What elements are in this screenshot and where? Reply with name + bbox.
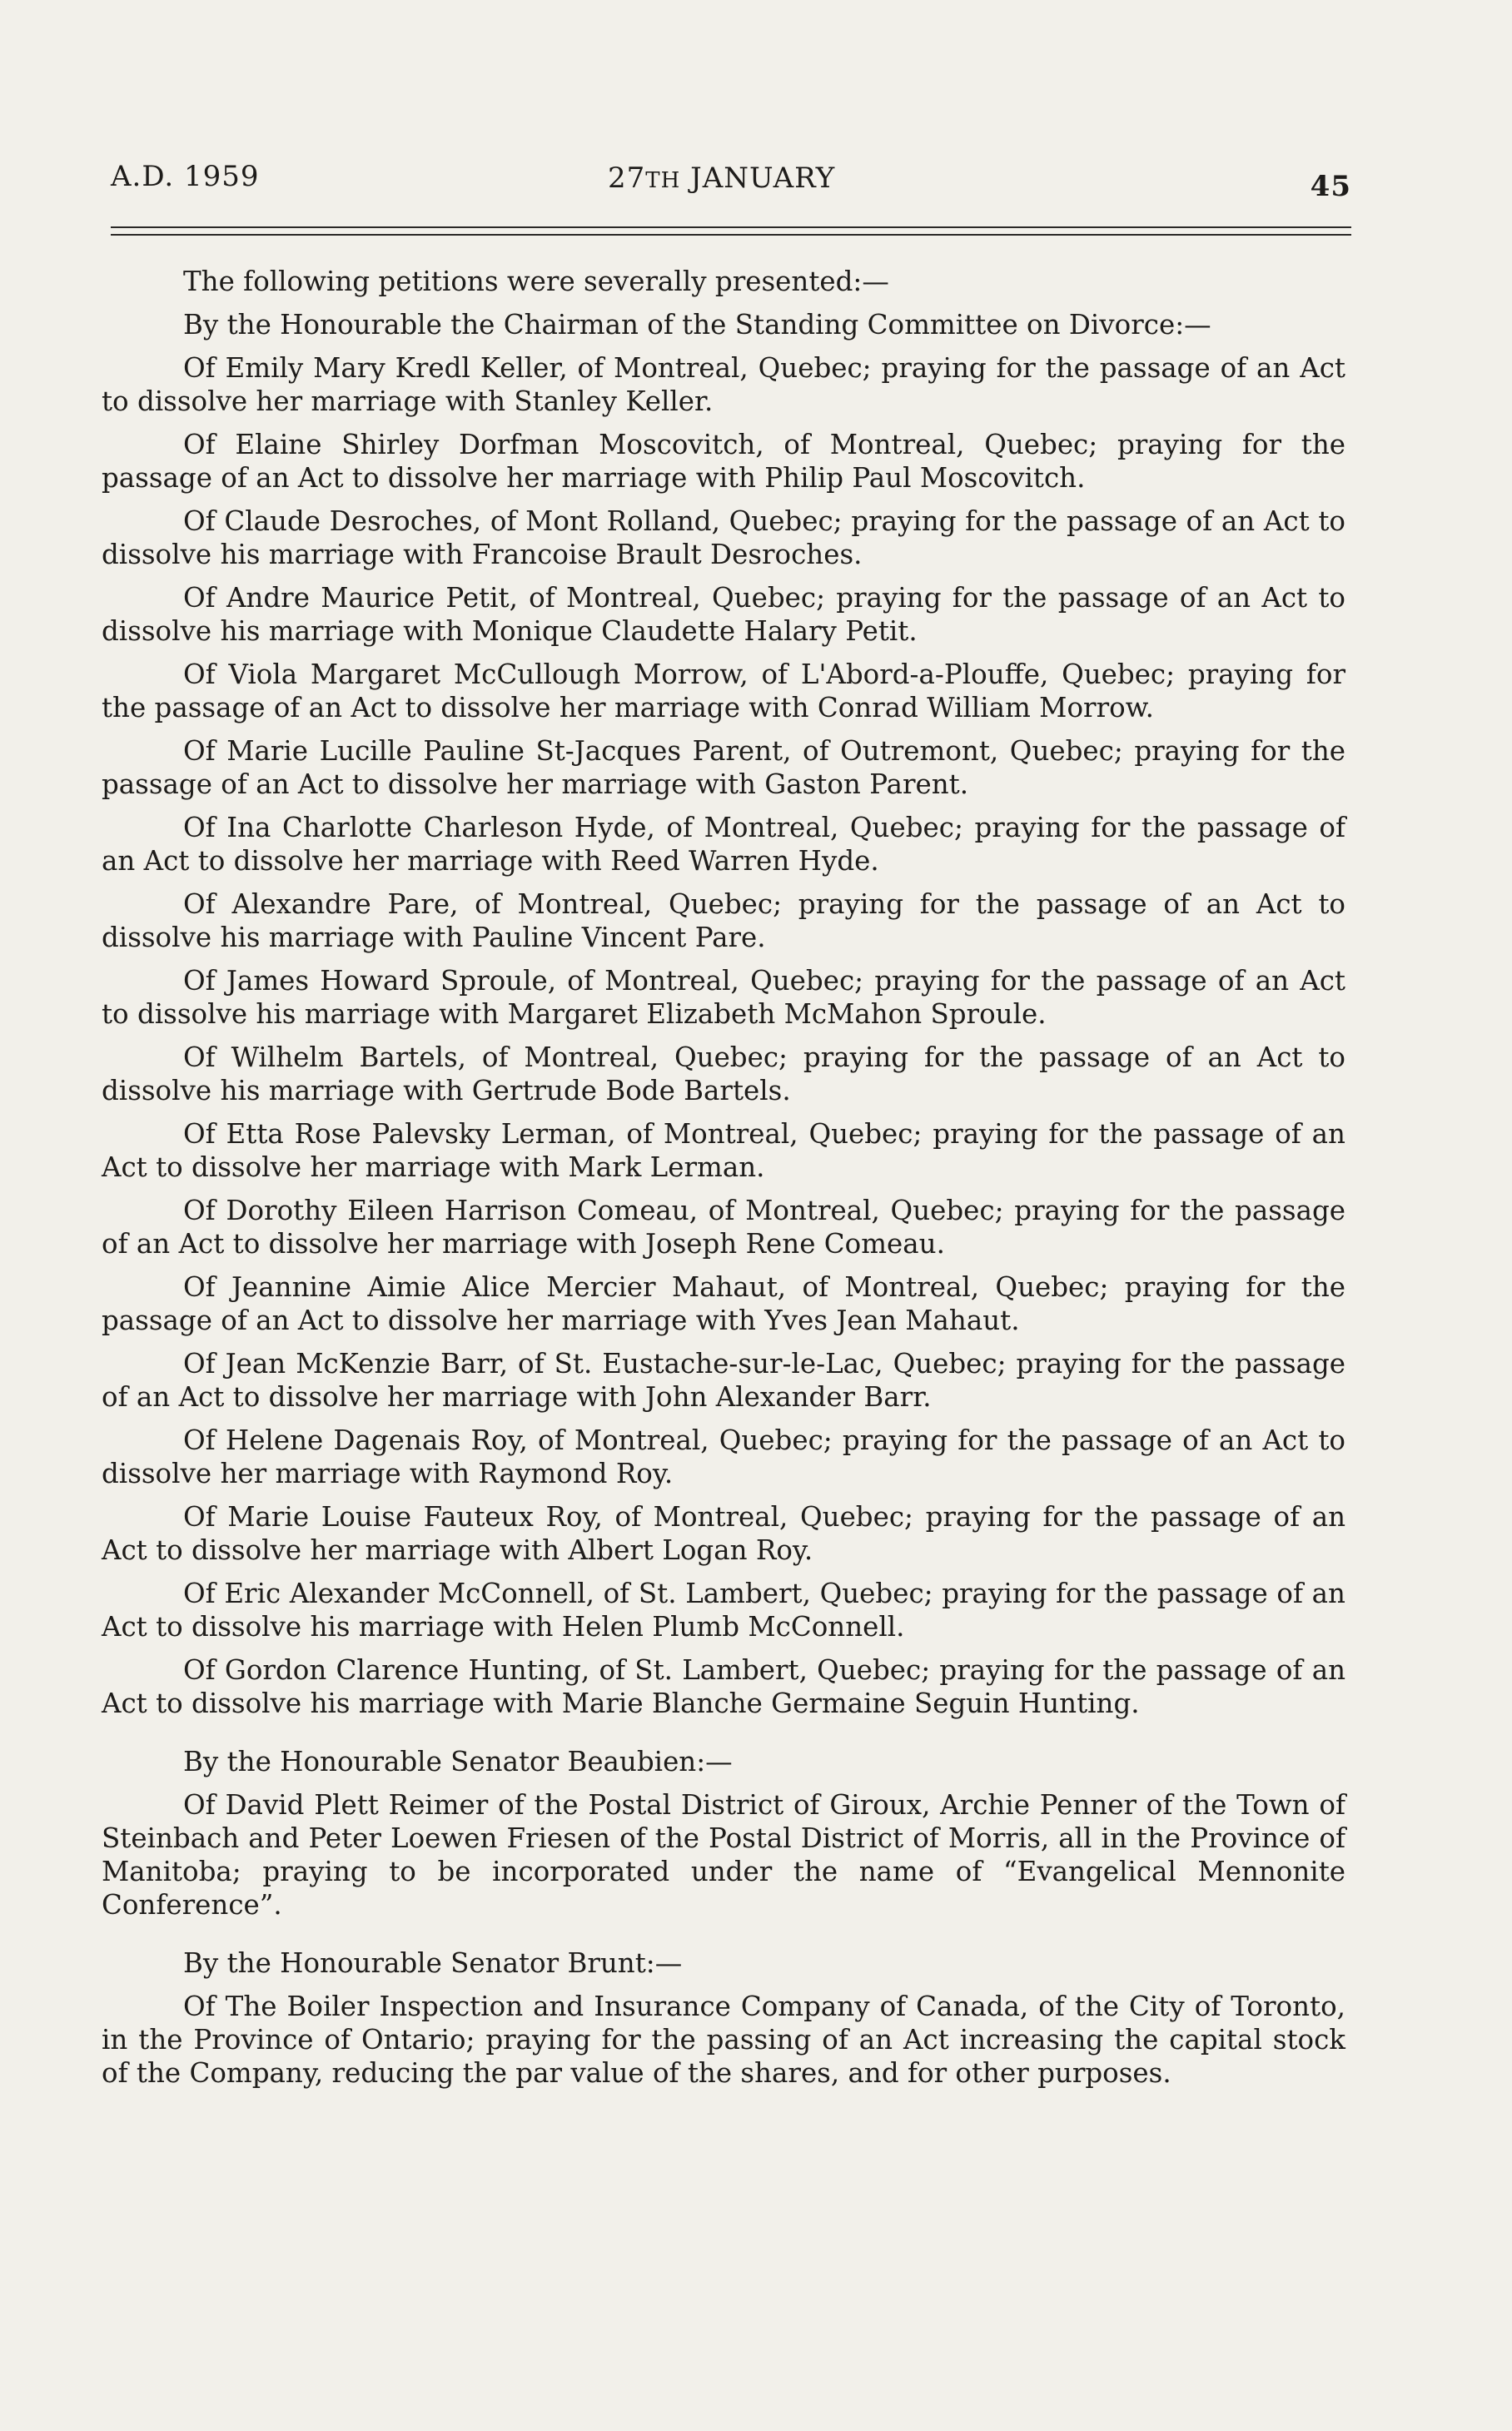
- petition-paragraph: Of Elaine Shirley Dorfman Moscovitch, of Montreal, Quebec; praying for the passage of an Act to dissolve her marriage with Philip Paul Moscovitch.: [102, 429, 1345, 494]
- petition-paragraph: Of Marie Louise Fauteux Roy, of Montreal, Quebec; praying for the passage of an Act to dissolve her marriage with Albert Logan Roy.: [102, 1501, 1345, 1566]
- petition-paragraph: Of Eric Alexander McConnell, of St. Lambert, Quebec; praying for the passage of an Act to dissolve his marriage with Helen Plumb McConnell.: [102, 1578, 1345, 1643]
- petition-paragraph: Of Andre Maurice Petit, of Montreal, Quebec; praying for the passage of an Act to dissolve his marriage with Monique Claudette Halary Petit.: [102, 582, 1345, 647]
- header-day: 27: [608, 162, 646, 195]
- petition-paragraph: Of Viola Margaret McCullough Morrow, of L'Abord-a-Plouffe, Quebec; praying for the passage of an Act to dissolve her marriage with Conrad William Morrow.: [102, 659, 1345, 723]
- petition-paragraph: Of Dorothy Eileen Harrison Comeau, of Montreal, Quebec; praying for the passage of an Act to dissolve her marriage with Joseph Rene Comeau.: [102, 1195, 1345, 1260]
- header-rule-top: [111, 226, 1351, 228]
- petition-paragraph: Of Helene Dagenais Roy, of Montreal, Quebec; praying for the passage of an Act to dissolve her marriage with Raymond Roy.: [102, 1424, 1345, 1489]
- petition-paragraph: Of Jeannine Aimie Alice Mercier Mahaut, of Montreal, Quebec; praying for the passage of an Act to dissolve her marriage with Yves Jean Mahaut.: [102, 1271, 1345, 1336]
- senator-heading: By the Honourable Senator Beaubien:—: [183, 1746, 733, 1777]
- running-header: [111, 160, 1351, 201]
- page-number: 45: [1310, 170, 1351, 203]
- petition-paragraph: Of James Howard Sproule, of Montreal, Quebec; praying for the passage of an Act to dissolve his marriage with Margaret Elizabeth McMahon Sproule.: [102, 965, 1345, 1030]
- petition-paragraph: Of David Plett Reimer of the Postal District of Giroux, Archie Penner of the Town of Steinbach and Peter Loewen Friesen of the Postal District of Morris, all in the Province of Manitoba; praying to be incorporated under the name of “Evangelical Mennonite Conference”.: [102, 1789, 1345, 1921]
- senator-heading: By the Honourable Senator Brunt:—: [183, 1947, 683, 1979]
- petition-paragraph: Of The Boiler Inspection and Insurance Company of Canada, of the City of Toronto, in the Province of Ontario; praying for the passing of an Act increasing the capital stock of the Company, reducing the par value of the shares, and for other purposes.: [102, 1991, 1345, 2089]
- intro-paragraph: The following petitions were severally presented:—: [183, 266, 889, 297]
- petitions-text: [102, 265, 1345, 2100]
- petition-paragraph: Of Alexandre Pare, of Montreal, Quebec; praying for the passage of an Act to dissolve his marriage with Pauline Vincent Pare.: [102, 888, 1345, 953]
- header-year: A.D. 1959: [111, 160, 260, 193]
- petition-paragraph: Of Gordon Clarence Hunting, of St. Lambert, Quebec; praying for the passage of an Act to dissolve his marriage with Marie Blanche Germaine Seguin Hunting.: [102, 1654, 1345, 1719]
- petition-paragraph: Of Claude Desroches, of Mont Rolland, Quebec; praying for the passage of an Act to dissolve his marriage with Francoise Brault Desroches.: [102, 505, 1345, 570]
- header-day-suffix: TH: [645, 168, 681, 193]
- header-month: JANUARY: [680, 162, 836, 195]
- committee-heading: By the Honourable the Chairman of the Standing Committee on Divorce:—: [183, 309, 1211, 341]
- petition-paragraph: Of Ina Charlotte Charleson Hyde, of Montreal, Quebec; praying for the passage of an Act to dissolve her marriage with Reed Warren Hyde.: [102, 812, 1345, 877]
- petition-paragraph: Of Emily Mary Kredl Keller, of Montreal, Quebec; praying for the passage of an Act to dissolve her marriage with Stanley Keller.: [102, 352, 1345, 417]
- header-rule-bottom: [111, 234, 1351, 236]
- header-date: [608, 162, 835, 195]
- petition-paragraph: Of Marie Lucille Pauline St-Jacques Parent, of Outremont, Quebec; praying for the passage of an Act to dissolve her marriage with Gaston Parent.: [102, 735, 1345, 800]
- petition-paragraph: Of Etta Rose Palevsky Lerman, of Montreal, Quebec; praying for the passage of an Act to dissolve her marriage with Mark Lerman.: [102, 1118, 1345, 1183]
- petition-paragraph: Of Jean McKenzie Barr, of St. Eustache-sur-le-Lac, Quebec; praying for the passage of an Act to dissolve her marriage with John Alexander Barr.: [102, 1348, 1345, 1413]
- petition-paragraph: Of Wilhelm Bartels, of Montreal, Quebec; praying for the passage of an Act to dissolve his marriage with Gertrude Bode Bartels.: [102, 1042, 1345, 1106]
